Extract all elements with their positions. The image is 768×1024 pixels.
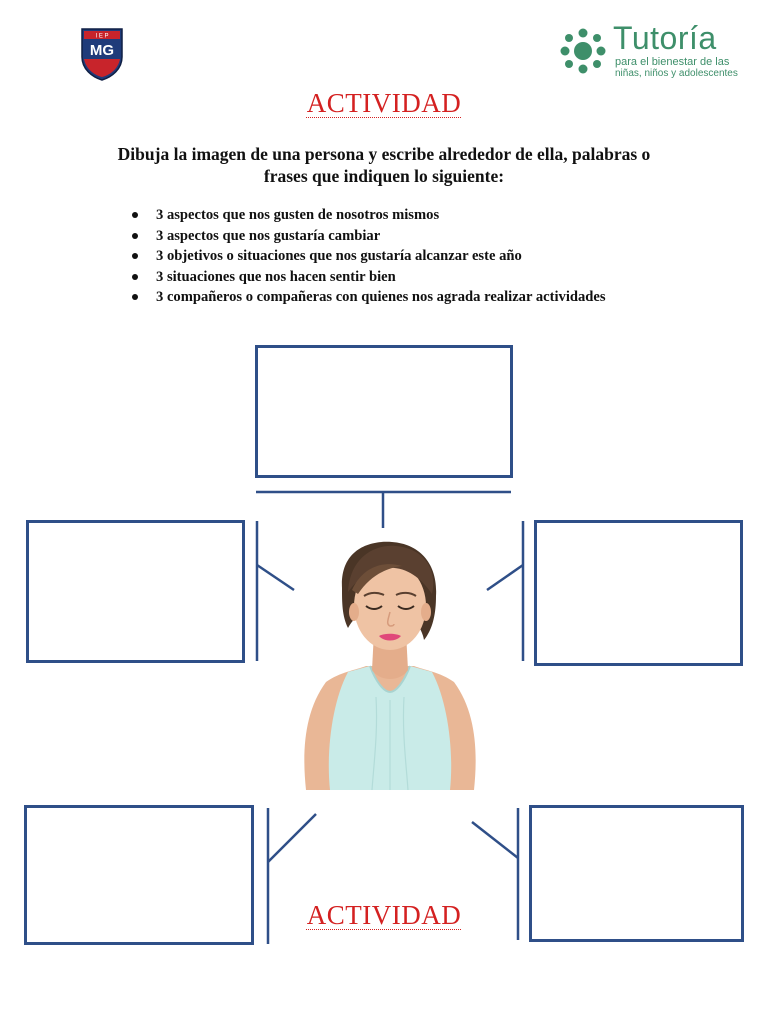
- drawing-box-left: [26, 520, 245, 663]
- page-title: [0, 88, 768, 119]
- page-title-text: ACTIVIDAD: [306, 88, 462, 118]
- instruction-text: Dibuja la imagen de una persona y escribe alrededor de ella, palabras o frases que indiquen lo siguiente:: [117, 144, 651, 186]
- tutoria-subtitle-2: niñas, niños y adolescentes: [615, 68, 738, 79]
- bullet-item-2: 3 aspectos que nos gustaría cambiar: [130, 226, 650, 247]
- crest-letters: MG: [89, 42, 115, 59]
- bullet-list: [130, 205, 650, 308]
- bottom-title-text: ACTIVIDAD: [306, 900, 462, 930]
- bullet-item-5: 3 compañeros o compañeras con quienes nos agrada realizar actividades: [130, 287, 650, 308]
- tutoria-logo: [556, 20, 742, 79]
- connector-bl-stem: [268, 814, 316, 862]
- school-crest-icon: [78, 27, 126, 81]
- bullet-item-1: 3 aspectos que nos gusten de nosotros mismos: [130, 205, 650, 226]
- bottom-title: [0, 900, 768, 931]
- connector-left-stem: [257, 565, 294, 590]
- bullet-item-3: 3 objetivos o situaciones que nos gustaría alcanzar este año: [130, 246, 650, 267]
- tutoria-subtitle-1: para el bienestar de las: [615, 56, 730, 68]
- crest-top-text: I E P: [95, 33, 109, 40]
- tutoria-logo-icon: [556, 28, 610, 74]
- drawing-box-right: [534, 520, 743, 666]
- connector-right-stem: [487, 565, 523, 590]
- drawing-box-top: [255, 345, 513, 478]
- tutoria-word: Tutoría: [613, 20, 717, 56]
- connector-br-stem: [472, 822, 518, 858]
- bullet-item-4: 3 situaciones que nos hacen sentir bien: [130, 267, 650, 288]
- person-photo-icon: [296, 532, 484, 790]
